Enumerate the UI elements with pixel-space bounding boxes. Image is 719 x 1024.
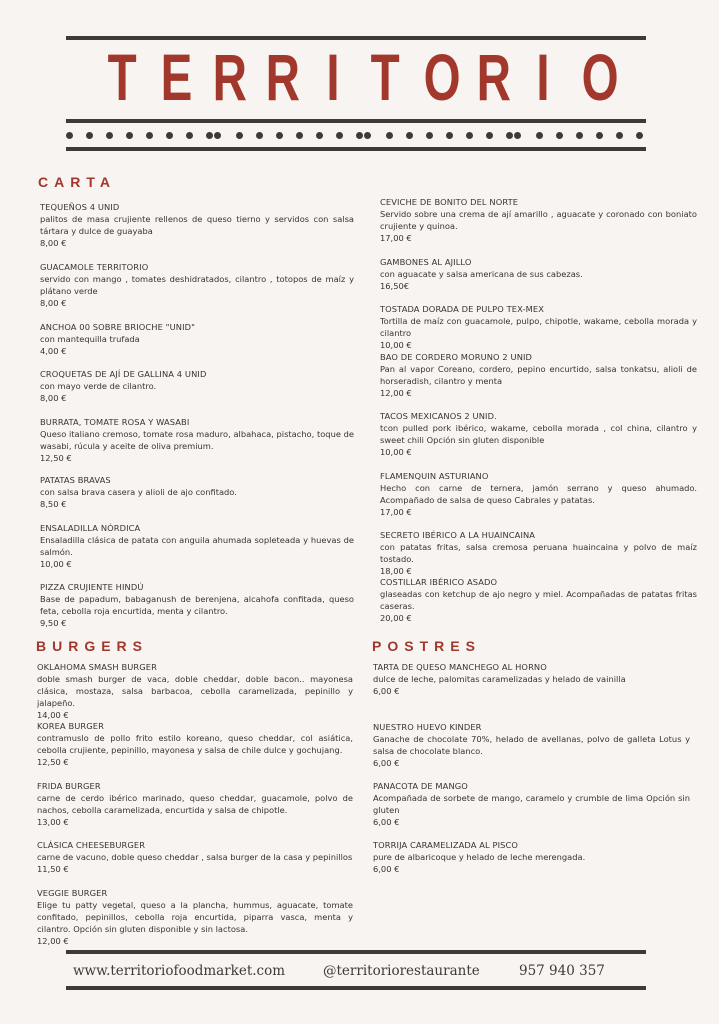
divider-dot [186,132,193,139]
menu-item [37,780,353,828]
menu-item-name: GAMBONES AL AJILLO [380,257,472,267]
menu-item-desc: Tortilla de maíz con guacamole, pulpo, chipotle, wakame, cebolla morada y cilantro [380,316,697,338]
menu-item [40,368,354,404]
menu-item-price: 10,00 € [380,340,412,350]
menu-item-price: 17,00 € [380,233,412,243]
menu-item-name: GUACAMOLE TERRITORIO [40,262,149,272]
menu-item-name: TARTA DE QUESO MANCHEGO AL HORNO [373,662,547,672]
menu-item-name: CEVICHE DE BONITO DEL NORTE [380,197,519,207]
menu-item [380,351,697,399]
divider-dot [364,132,371,139]
menu-item-price: 10,00 € [380,447,412,457]
divider-dot [256,132,263,139]
footer-website[interactable]: www.territoriofoodmarket.com [73,963,286,979]
menu-item-desc: con mantequilla trufada [40,334,140,344]
menu-item-desc: pure de albaricoque y helado de leche merengada. [373,852,586,862]
menu-item-price: 9,50 € [40,618,67,628]
divider-dot [214,132,221,139]
divider-dot [426,132,433,139]
menu-item-desc: carne de cerdo ibérico marinado, queso cheddar, guacamole, polvo de nachos, cebolla caramelizada, encurtida y salsa de chipotle. [37,793,353,815]
menu-item-price: 10,00 € [40,559,72,569]
menu-item-price: 12,00 € [380,388,412,398]
menu-item [40,581,354,629]
menu-item-name: ANCHOA 00 SOBRE BRIOCHE "UNID" [40,322,196,332]
menu-item [380,576,697,624]
footer-rule-top [66,950,646,954]
menu-item-desc: Hecho con carne de ternera, jamón serrano y queso ahumado. Acompañado de salsa de queso Cabrales y patatas. [380,483,697,505]
menu-item-desc: carne de vacuno, doble queso cheddar , salsa burger de la casa y pepinillos [37,852,353,862]
menu-item-name: BURRATA, TOMATE ROSA Y WASABI [40,417,190,427]
top-rule-2 [66,119,646,123]
divider-dot [146,132,153,139]
menu-item-name: PANACOTA DE MANGO [373,781,468,791]
menu-item-desc: servido con mango , tomates deshidratados, cilantro , totopos de maíz y plátano verde [40,274,354,296]
footer-rule-bottom [66,986,646,990]
menu-item-name: OKLAHOMA SMASH BURGER [37,662,158,672]
divider-dot [66,132,73,139]
menu-item-desc: Ganache de chocolate 70%, helado de avellanas, polvo de galleta Lotus y salsa de chocolate blanco. [373,734,690,756]
menu-item-price: 12,00 € [37,936,69,946]
divider-dot [106,132,113,139]
title-letter: I [536,40,550,114]
menu-item-name: PATATAS BRAVAS [40,475,111,485]
menu-item [40,261,354,309]
title-letter: O [581,40,619,114]
divider-dot [336,132,343,139]
menu-item-name: KOREA BURGER [37,721,105,731]
menu-item-desc: Acompañada de sorbete de mango, caramelo y crumble de lima Opción sin gluten [373,793,690,815]
divider-dot [356,132,363,139]
title-letter: T [370,40,400,114]
menu-item [380,303,697,351]
footer-phone[interactable]: 957 940 357 [519,963,605,979]
menu-item-price: 12,50 € [40,453,72,463]
divider-dot [446,132,453,139]
menu-item-desc: dulce de leche, palomitas caramelizadas y helado de vainilla [373,674,626,684]
menu-item [380,529,697,577]
menu-item-desc: contramuslo de pollo frito estilo koreano, queso cheddar, col asiática, cebolla crujiente, pepinillo, mayonesa y salsa de chile dulce y gochujang. [37,733,353,755]
menu-item-desc: con mayo verde de cilantro. [40,381,157,391]
menu-item-desc: Pan al vapor Coreano, cordero, pepino encurtido, salsa tonkatsu, alioli de horseradish, cilantro y menta [380,364,697,386]
menu-item-price: 16,50€ [380,281,410,291]
divider-dot [206,132,213,139]
menu-item-name: FRIDA BURGER [37,781,101,791]
title-letter: T [107,40,137,114]
menu-item-name: TACOS MEXICANOS 2 UNID. [380,411,497,421]
menu-item [37,839,353,875]
menu-item-price: 8,00 € [40,393,67,403]
menu-item-name: TOSTADA DORADA DE PULPO TEX-MEX [380,304,544,314]
menu-item [37,720,353,768]
menu-item [40,522,354,570]
menu-item-price: 20,00 € [380,613,412,623]
menu-item [373,780,690,828]
divider-dot [576,132,583,139]
divider-dot [556,132,563,139]
divider-dot [126,132,133,139]
menu-item-name: CROQUETAS DE AJÍ DE GALLINA 4 UNID [40,369,207,379]
menu-item [373,721,690,769]
menu-item-name: NUESTRO HUEVO KINDER [373,722,482,732]
divider-dot [596,132,603,139]
title-letter: R [212,40,248,114]
divider-dot [616,132,623,139]
menu-item-desc: tcon pulled pork ibérico, wakame, cebolla morada , col china, cilantro y sweet chili Opción sin gluten disponible [380,423,697,445]
menu-item-desc: Base de papadum, babaganush de berenjena, alcahofa confitada, queso feta, cebolla roja encurtida, menta y cilantro. [40,594,354,616]
title-letter: E [160,40,192,114]
menu-item-price: 6,00 € [373,686,400,696]
menu-item-price: 6,00 € [373,864,400,874]
menu-item-desc: Servido sobre una crema de ají amarillo , aguacate y coronado con boniato crujiente y quinoa. [380,209,697,231]
divider-dot [166,132,173,139]
menu-item-price: 12,50 € [37,757,69,767]
menu-item-name: COSTILLAR IBÉRICO ASADO [380,577,498,587]
menu-item-price: 11,50 € [37,864,69,874]
menu-item-price: 17,00 € [380,507,412,517]
menu-item-price: 8,00 € [40,238,67,248]
menu-item-desc: con patatas fritas, salsa cremosa peruana huaincaina y polvo de maíz tostado. [380,542,697,564]
divider-dot [466,132,473,139]
dotted-divider [66,130,650,142]
menu-item [380,196,697,244]
divider-dot [296,132,303,139]
divider-dot [276,132,283,139]
menu-item [37,887,353,947]
footer-instagram[interactable]: @territoriorestaurante [323,963,480,979]
menu-item [380,470,697,518]
menu-item-desc: con salsa brava casera y alioli de ajo confitado. [40,487,237,497]
menu-item-name: TEQUEÑOS 4 UNID [40,202,120,212]
divider-dot [316,132,323,139]
divider-dot [506,132,513,139]
divider-dot [536,132,543,139]
menu-item-name: ENSALADILLA NÓRDICA [40,523,141,533]
menu-item-price: 6,00 € [373,758,400,768]
divider-dot [406,132,413,139]
menu-item-price: 14,00 € [37,710,69,720]
menu-item-price: 4,00 € [40,346,67,356]
menu-item-price: 18,00 € [380,566,412,576]
menu-item-desc: Queso italiano cremoso, tomate rosa maduro, albahaca, pistacho, toque de wasabi, rúcula y aceite de oliva premium. [40,429,354,451]
title-letter: R [265,40,300,114]
divider-dot [386,132,393,139]
restaurant-title [66,42,646,112]
menu-item-price: 8,00 € [40,298,67,308]
title-letter: R [476,40,511,114]
menu-item-name: CLÁSICA CHEESEBURGER [37,840,146,850]
title-letter: I [326,40,340,114]
menu-item-desc: glaseadas con ketchup de ajo negro y miel. Acompañadas de patatas fritas caseras. [380,589,697,611]
section-title-postres: POSTRES [372,638,481,654]
menu-item-price: 6,00 € [373,817,400,827]
menu-item [380,410,697,458]
menu-item [40,416,354,464]
menu-item-desc: Ensaladilla clásica de patata con anguila ahumada sopleteada y huevas de salmón. [40,535,354,557]
menu-item-desc: Elige tu patty vegetal, queso a la plancha, hummus, aguacate, tomate confitado, pepinillos, cebolla roja encurtida, piparra vasca, menta y cilantro. Opción sin gluten disponible y sin lactosa. [37,900,353,934]
menu-item [40,201,354,249]
menu-item-name: BAO DE CORDERO MORUNO 2 UNID [380,352,533,362]
title-letter: O [423,40,461,114]
menu-item-price: 13,00 € [37,817,69,827]
menu-item [40,474,354,510]
menu-item-name: TORRIJA CARAMELIZADA AL PISCO [373,840,519,850]
menu-item-name: PIZZA CRUJIENTE HINDÚ [40,582,144,592]
menu-item-name: FLAMENQUIN ASTURIANO [380,471,489,481]
menu-item-name: VEGGIE BURGER [37,888,108,898]
divider-dot [636,132,643,139]
menu-item-desc: con aguacate y salsa americana de sus cabezas. [380,269,583,279]
section-title-burgers: BURGERS [36,638,149,654]
menu-item [37,661,353,721]
menu-item [40,321,354,357]
divider-dot [86,132,93,139]
divider-dot [486,132,493,139]
divider-dot [236,132,243,139]
menu-item [373,839,690,875]
menu-item-desc: doble smash burger de vaca, doble cheddar, doble bacon.. mayonesa clásica, mostaza, salsa barbacoa, cebolla caramelizada, pepinillo y jalapeño. [37,674,353,708]
menu-item [380,256,697,292]
top-rule-1 [66,36,646,40]
divider-dot [514,132,521,139]
top-rule-3 [66,147,646,151]
menu-item-name: SECRETO IBÉRICO A LA HUAINCAINA [380,530,536,540]
section-title-carta: CARTA [38,174,116,190]
menu-item-price: 8,50 € [40,499,67,509]
menu-item-desc: palitos de masa crujiente rellenos de queso tierno y servidos con salsa tártara y dulce de guayaba [40,214,354,236]
menu-item [373,661,690,697]
